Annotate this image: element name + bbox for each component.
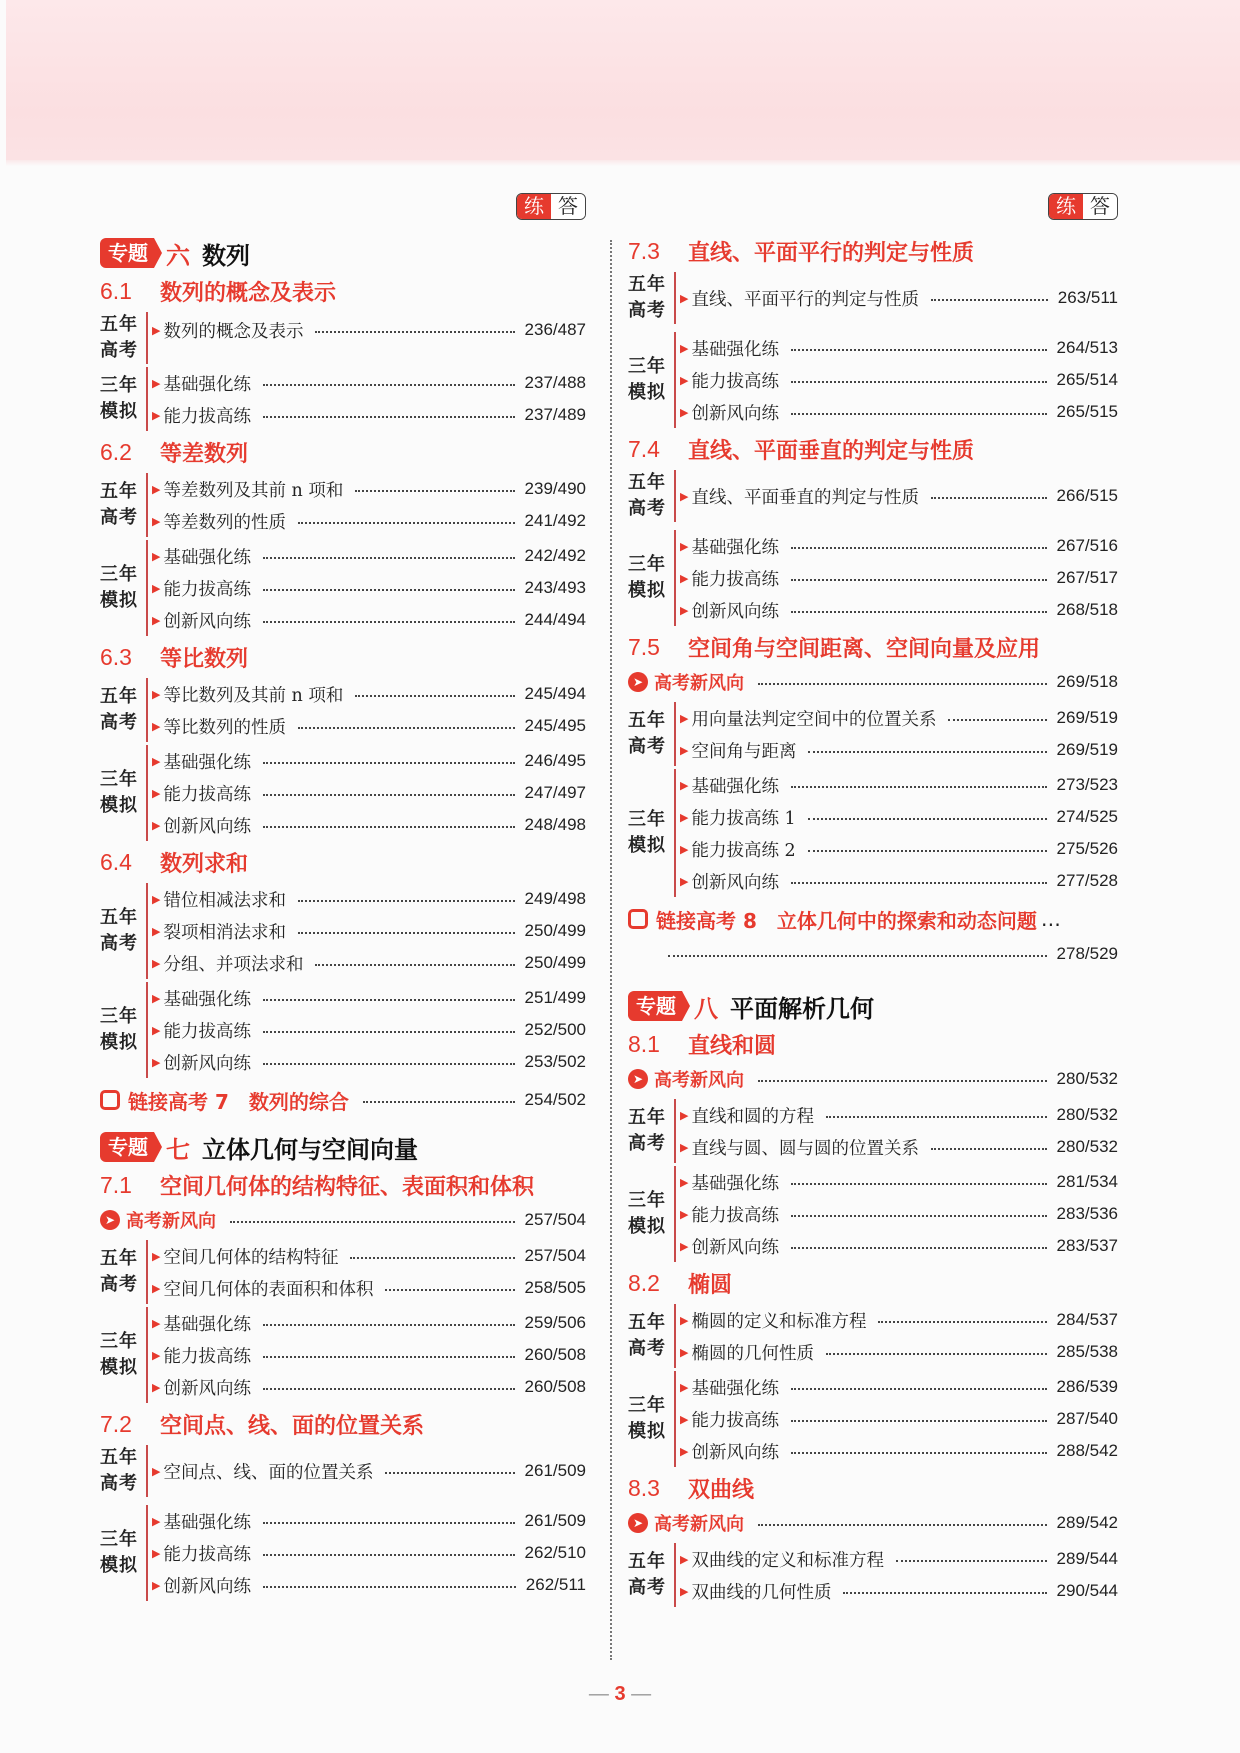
group-three-year [100,745,586,841]
group-five-year [100,473,586,537]
section-number: 7.4 [628,435,660,462]
toc-entry[interactable]: ▶ 空间几何体的结构特征 257/504 [152,1246,586,1268]
triangle-bullet-icon: ▶ [680,1313,689,1327]
toc-entry[interactable]: ▶ 直线、平面垂直的判定与性质 266/515 [680,486,1118,508]
triangle-bullet-icon: ▶ [680,603,689,617]
group-label: 三年 模拟 [628,1395,666,1442]
topic-heading-6[interactable] [100,233,586,273]
triangle-bullet-icon: ▶ [680,778,689,792]
link-icon [628,909,648,929]
section-number: 6.3 [100,643,132,670]
group-three-year [628,769,1118,897]
toc-entry[interactable]: ▶ 等差数列及其前 n 项和 239/490 [152,479,586,501]
triangle-bullet-icon: ▶ [152,991,161,1005]
practice-answer-badge [1048,193,1118,220]
group-label: 五年 高考 [628,710,666,757]
group-five-year [628,1099,1118,1163]
group-label: 五年 高考 [100,686,138,733]
triangle-bullet-icon: ▶ [680,1552,689,1566]
triangle-bullet-icon: ▶ [680,711,689,725]
group-label: 三年 模拟 [100,1529,138,1576]
triangle-bullet-icon: ▶ [152,924,161,938]
triangle-bullet-icon: ▶ [680,842,689,856]
triangle-bullet-icon: ▶ [680,1140,689,1154]
group-five-year [100,678,586,742]
badge-practice: 练 [517,194,551,219]
section-6-4[interactable] [100,844,586,880]
topic-tag: 专题 [100,1132,154,1162]
section-number: 8.2 [628,1269,660,1296]
section-number: 6.4 [100,848,132,875]
triangle-bullet-icon: ▶ [680,1444,689,1458]
toc-entry[interactable]: ▶ 创新风向练 265/515 [680,402,1118,424]
triangle-bullet-icon: ▶ [152,1578,161,1592]
topic-number: 七 [166,1135,190,1164]
toc-entry[interactable]: ▶ 能力拔高练 287/540 [680,1409,1118,1431]
group-five-year [628,272,1118,324]
section-7-5[interactable] [628,629,1118,665]
group-five-year [628,702,1118,766]
section-number: 7.3 [628,237,660,264]
link-gaokao-7[interactable]: 链接高考 7 数列的综合 254/502 [100,1081,586,1119]
triangle-bullet-icon: ▶ [152,376,161,390]
badge-practice: 练 [1049,194,1083,219]
gaokao-new-trend[interactable]: ➤ 高考新风向 289/542 [628,1506,1118,1540]
section-title: 直线、平面垂直的判定与性质 [688,438,975,464]
section-title: 椭圆 [688,1272,733,1298]
section-number: 7.1 [100,1171,132,1198]
paper-plane-icon: ➤ [628,1069,648,1089]
triangle-bullet-icon: ▶ [680,743,689,757]
triangle-bullet-icon: ▶ [680,405,689,419]
triangle-bullet-icon: ▶ [152,719,161,733]
triangle-bullet-icon: ▶ [680,291,689,305]
triangle-bullet-icon: ▶ [680,373,689,387]
section-8-1[interactable] [628,1026,1118,1062]
toc-entry[interactable]: ▶ 能力拔高练 237/489 [152,405,586,427]
triangle-bullet-icon: ▶ [152,1348,161,1362]
triangle-bullet-icon: ▶ [680,1345,689,1359]
toc-entry[interactable]: ▶ 创新风向练 283/537 [680,1236,1118,1258]
toc-entry[interactable]: ▶ 创新风向练 288/542 [680,1441,1118,1463]
toc-entry[interactable]: ▶ 直线与圆、圆与圆的位置关系 280/532 [680,1137,1118,1159]
topic-title: 数列 [202,241,250,270]
triangle-bullet-icon: ▶ [152,1249,161,1263]
triangle-bullet-icon: ▶ [152,1464,161,1478]
group-label: 三年 模拟 [100,769,138,816]
group-label: 三年 模拟 [628,809,666,856]
triangle-bullet-icon: ▶ [680,489,689,503]
toc-entry[interactable]: ▶ 创新风向练 268/518 [680,600,1118,622]
group-label: 五年 高考 [628,472,666,519]
group-three-year [628,1166,1118,1262]
group-three-year [628,530,1118,626]
toc-entry[interactable]: ▶ 能力拔高练 260/508 [152,1345,586,1367]
paper-plane-icon: ➤ [100,1210,120,1230]
toc-entry[interactable]: ▶ 用向量法判定空间中的位置关系 269/519 [680,708,1118,730]
toc-entry[interactable]: ▶ 基础强化练 259/506 [152,1313,586,1335]
triangle-bullet-icon: ▶ [152,1023,161,1037]
toc-entry[interactable]: ▶ 基础强化练 264/513 [680,338,1118,360]
triangle-bullet-icon: ▶ [152,1281,161,1295]
group-label: 三年 模拟 [628,1190,666,1237]
triangle-bullet-icon: ▶ [152,754,161,768]
group-label: 五年 高考 [628,274,666,321]
group-label: 五年 高考 [100,1248,138,1295]
toc-entry[interactable]: ▶ 基础强化练 242/492 [152,546,586,568]
group-five-year [628,1304,1118,1368]
section-title: 空间点、线、面的位置关系 [160,1413,425,1439]
group-label: 三年 模拟 [100,1331,138,1378]
toc-entry[interactable]: ▶ 基础强化练 237/488 [152,373,586,395]
topic-heading-8[interactable] [628,986,1118,1026]
triangle-bullet-icon: ▶ [152,818,161,832]
gaokao-new-trend[interactable]: ➤ 高考新风向 280/532 [628,1062,1118,1096]
triangle-bullet-icon: ▶ [680,874,689,888]
paper-plane-icon: ➤ [628,672,648,692]
group-label: 三年 模拟 [628,356,666,403]
group-label: 五年 高考 [100,481,138,528]
triangle-bullet-icon: ▶ [152,956,161,970]
section-title: 直线、平面平行的判定与性质 [688,240,975,266]
toc-entry[interactable]: ▶ 椭圆的几何性质 285/538 [680,1342,1118,1364]
group-label: 五年 高考 [100,1447,138,1494]
toc-entry[interactable]: ▶ 椭圆的定义和标准方程 284/537 [680,1310,1118,1332]
group-label: 三年 模拟 [100,564,138,611]
triangle-bullet-icon: ▶ [152,892,161,906]
toc-entry[interactable]: ▶ 能力拔高练 265/514 [680,370,1118,392]
toc-entry[interactable]: ▶ 直线、平面平行的判定与性质 263/511 [680,288,1118,310]
section-7-2[interactable] [100,1406,586,1442]
group-five-year [628,1543,1118,1607]
triangle-bullet-icon: ▶ [680,1239,689,1253]
triangle-bullet-icon: ▶ [680,1412,689,1426]
section-6-1[interactable] [100,273,586,309]
group-three-year [100,1505,586,1601]
triangle-bullet-icon: ▶ [152,1055,161,1069]
triangle-bullet-icon: ▶ [680,1207,689,1221]
section-6-3[interactable] [100,639,586,675]
topic-title: 平面解析几何 [730,994,874,1023]
section-title: 数列求和 [160,851,249,877]
toc-entry[interactable]: ▶ 能力拔高练 267/517 [680,568,1118,590]
toc-entry[interactable]: ▶ 等比数列及其前 n 项和 245/494 [152,684,586,706]
group-label: 五年 高考 [628,1107,666,1154]
section-7-3[interactable] [628,233,1118,269]
toc-entry[interactable]: ▶ 直线和圆的方程 280/532 [680,1105,1118,1127]
group-label: 五年 高考 [628,1551,666,1598]
toc-entry[interactable]: ▶ 能力拔高练 252/500 [152,1020,586,1042]
topic-number: 六 [166,241,190,270]
toc-entry[interactable]: ▶ 创新风向练 277/528 [680,871,1118,893]
group-label: 五年 高考 [100,314,138,361]
toc-entry[interactable]: ▶ 能力拔高练 1 274/525 [680,807,1118,829]
triangle-bullet-icon: ▶ [152,613,161,627]
triangle-bullet-icon: ▶ [152,581,161,595]
section-8-2[interactable] [628,1265,1118,1301]
link-icon [100,1090,120,1110]
badge-answer: 答 [551,194,585,219]
triangle-bullet-icon: ▶ [152,687,161,701]
triangle-bullet-icon: ▶ [680,1108,689,1122]
section-title: 等差数列 [160,441,249,467]
toc-left-column [100,193,586,1604]
triangle-bullet-icon: ▶ [152,514,161,528]
page-number: 3 [614,1683,626,1705]
page-number-footer: — 3 — [588,1683,652,1705]
triangle-bullet-icon: ▶ [680,539,689,553]
badge-answer: 答 [1083,194,1117,219]
toc-entry[interactable]: ▶ 双曲线的定义和标准方程 289/544 [680,1549,1118,1571]
toc-entry[interactable]: ▶ 基础强化练 273/523 [680,775,1118,797]
section-title: 等比数列 [160,646,249,672]
section-8-3[interactable] [628,1470,1118,1506]
toc-entry[interactable]: ▶ 基础强化练 261/509 [152,1511,586,1533]
triangle-bullet-icon: ▶ [152,1316,161,1330]
link-gaokao-8[interactable]: 链接高考 8 立体几何中的探索和动态问题 … [628,900,1118,938]
topic-title: 立体几何与空间向量 [202,1135,418,1164]
section-title: 直线和圆 [688,1033,777,1059]
topic-tag: 专题 [628,991,682,1021]
toc-entry[interactable]: ▶ 分组、并项法求和 250/499 [152,953,586,975]
toc-entry[interactable]: ▶ 创新风向练 260/508 [152,1377,586,1399]
group-five-year [100,883,586,979]
section-number: 8.3 [628,1474,660,1501]
triangle-bullet-icon: ▶ [152,323,161,337]
toc-entry[interactable]: ▶ 空间角与距离 269/519 [680,740,1118,762]
section-title: 空间几何体的结构特征、表面积和体积 [160,1174,535,1200]
group-label: 三年 模拟 [100,1006,138,1053]
triangle-bullet-icon: ▶ [680,1584,689,1598]
triangle-bullet-icon: ▶ [680,810,689,824]
toc-entry[interactable]: ▶ 基础强化练 281/534 [680,1172,1118,1194]
toc-entry[interactable]: ▶ 错位相减法求和 249/498 [152,889,586,911]
gaokao-new-trend[interactable]: ➤ 高考新风向 269/518 [628,665,1118,699]
group-three-year [628,332,1118,428]
toc-entry[interactable]: ▶ 基础强化练 267/516 [680,536,1118,558]
group-five-year [100,1445,586,1497]
link-gaokao-8-page[interactable]: 278/529 [628,938,1118,970]
dot-leader [315,331,514,333]
triangle-bullet-icon: ▶ [680,1175,689,1189]
toc-entry[interactable]: ▶ 能力拔高练 2 275/526 [680,839,1118,861]
group-label: 三年 模拟 [100,375,138,422]
paper-plane-icon: ➤ [628,1513,648,1533]
triangle-bullet-icon: ▶ [152,786,161,800]
section-7-1[interactable] [100,1167,586,1203]
toc-entry[interactable]: ▶ 基础强化练 286/539 [680,1377,1118,1399]
toc-right-column [628,193,1118,1610]
toc-entry[interactable]: ▶ 等差数列的性质 241/492 [152,511,586,533]
top-pink-band [6,0,1240,160]
toc-entry[interactable]: ▶ 裂项相消法求和 250/499 [152,921,586,943]
group-five-year [628,470,1118,522]
section-title: 数列的概念及表示 [160,280,337,306]
section-number: 7.5 [628,633,660,660]
triangle-bullet-icon: ▶ [680,571,689,585]
toc-entry[interactable]: ▶ 基础强化练 246/495 [152,751,586,773]
section-number: 7.2 [100,1410,132,1437]
toc-entry[interactable]: ▶ 双曲线的几何性质 290/544 [680,1581,1118,1603]
toc-entry[interactable]: ▶ 空间几何体的表面积和体积 258/505 [152,1278,586,1300]
gaokao-new-trend[interactable]: ➤ 高考新风向 257/504 [100,1203,586,1237]
toc-entry[interactable]: ▶ 能力拔高练 243/493 [152,578,586,600]
triangle-bullet-icon: ▶ [152,482,161,496]
section-number: 6.1 [100,277,132,304]
topic-heading-7[interactable] [100,1127,586,1167]
group-three-year [100,367,586,431]
toc-entry[interactable]: ▶ 等比数列的性质 245/495 [152,716,586,738]
topic-number: 八 [694,994,718,1023]
group-three-year [100,1307,586,1403]
section-7-4[interactable] [628,431,1118,467]
section-number: 6.2 [100,438,132,465]
toc-entry[interactable]: ▶ 创新风向练 248/498 [152,815,586,837]
triangle-bullet-icon: ▶ [152,1380,161,1394]
group-label: 五年 高考 [100,907,138,954]
section-6-2[interactable] [100,434,586,470]
group-three-year [628,1371,1118,1467]
toc-entry[interactable]: ▶ 创新风向练 262/511 [152,1575,586,1597]
column-divider [610,240,612,1660]
triangle-bullet-icon: ▶ [152,408,161,422]
group-label: 五年 高考 [628,1312,666,1359]
group-three-year [100,540,586,636]
section-number: 8.1 [628,1030,660,1057]
toc-entry[interactable]: ▶ 能力拔高练 262/510 [152,1543,586,1565]
toc-entry[interactable]: ▶ 空间点、线、面的位置关系 261/509 [152,1461,586,1483]
section-title: 双曲线 [688,1477,755,1503]
group-five-year [100,1240,586,1304]
triangle-bullet-icon: ▶ [152,549,161,563]
toc-entry[interactable]: ▶ 数列的概念及表示 236/487 [152,320,586,342]
group-label: 三年 模拟 [628,554,666,601]
practice-answer-badge [516,193,586,220]
triangle-bullet-icon: ▶ [680,1380,689,1394]
topic-tag: 专题 [100,238,154,268]
toc-entry[interactable]: ▶ 创新风向练 253/502 [152,1052,586,1074]
toc-entry[interactable]: ▶ 创新风向练 244/494 [152,610,586,632]
triangle-bullet-icon: ▶ [152,1546,161,1560]
triangle-bullet-icon: ▶ [680,341,689,355]
group-five-year [100,312,586,364]
toc-entry[interactable]: ▶ 能力拔高练 247/497 [152,783,586,805]
section-title: 空间角与空间距离、空间向量及应用 [688,636,1041,662]
toc-entry[interactable]: ▶ 能力拔高练 283/536 [680,1204,1118,1226]
triangle-bullet-icon: ▶ [152,1514,161,1528]
toc-entry[interactable]: ▶ 基础强化练 251/499 [152,988,586,1010]
group-three-year [100,982,586,1078]
